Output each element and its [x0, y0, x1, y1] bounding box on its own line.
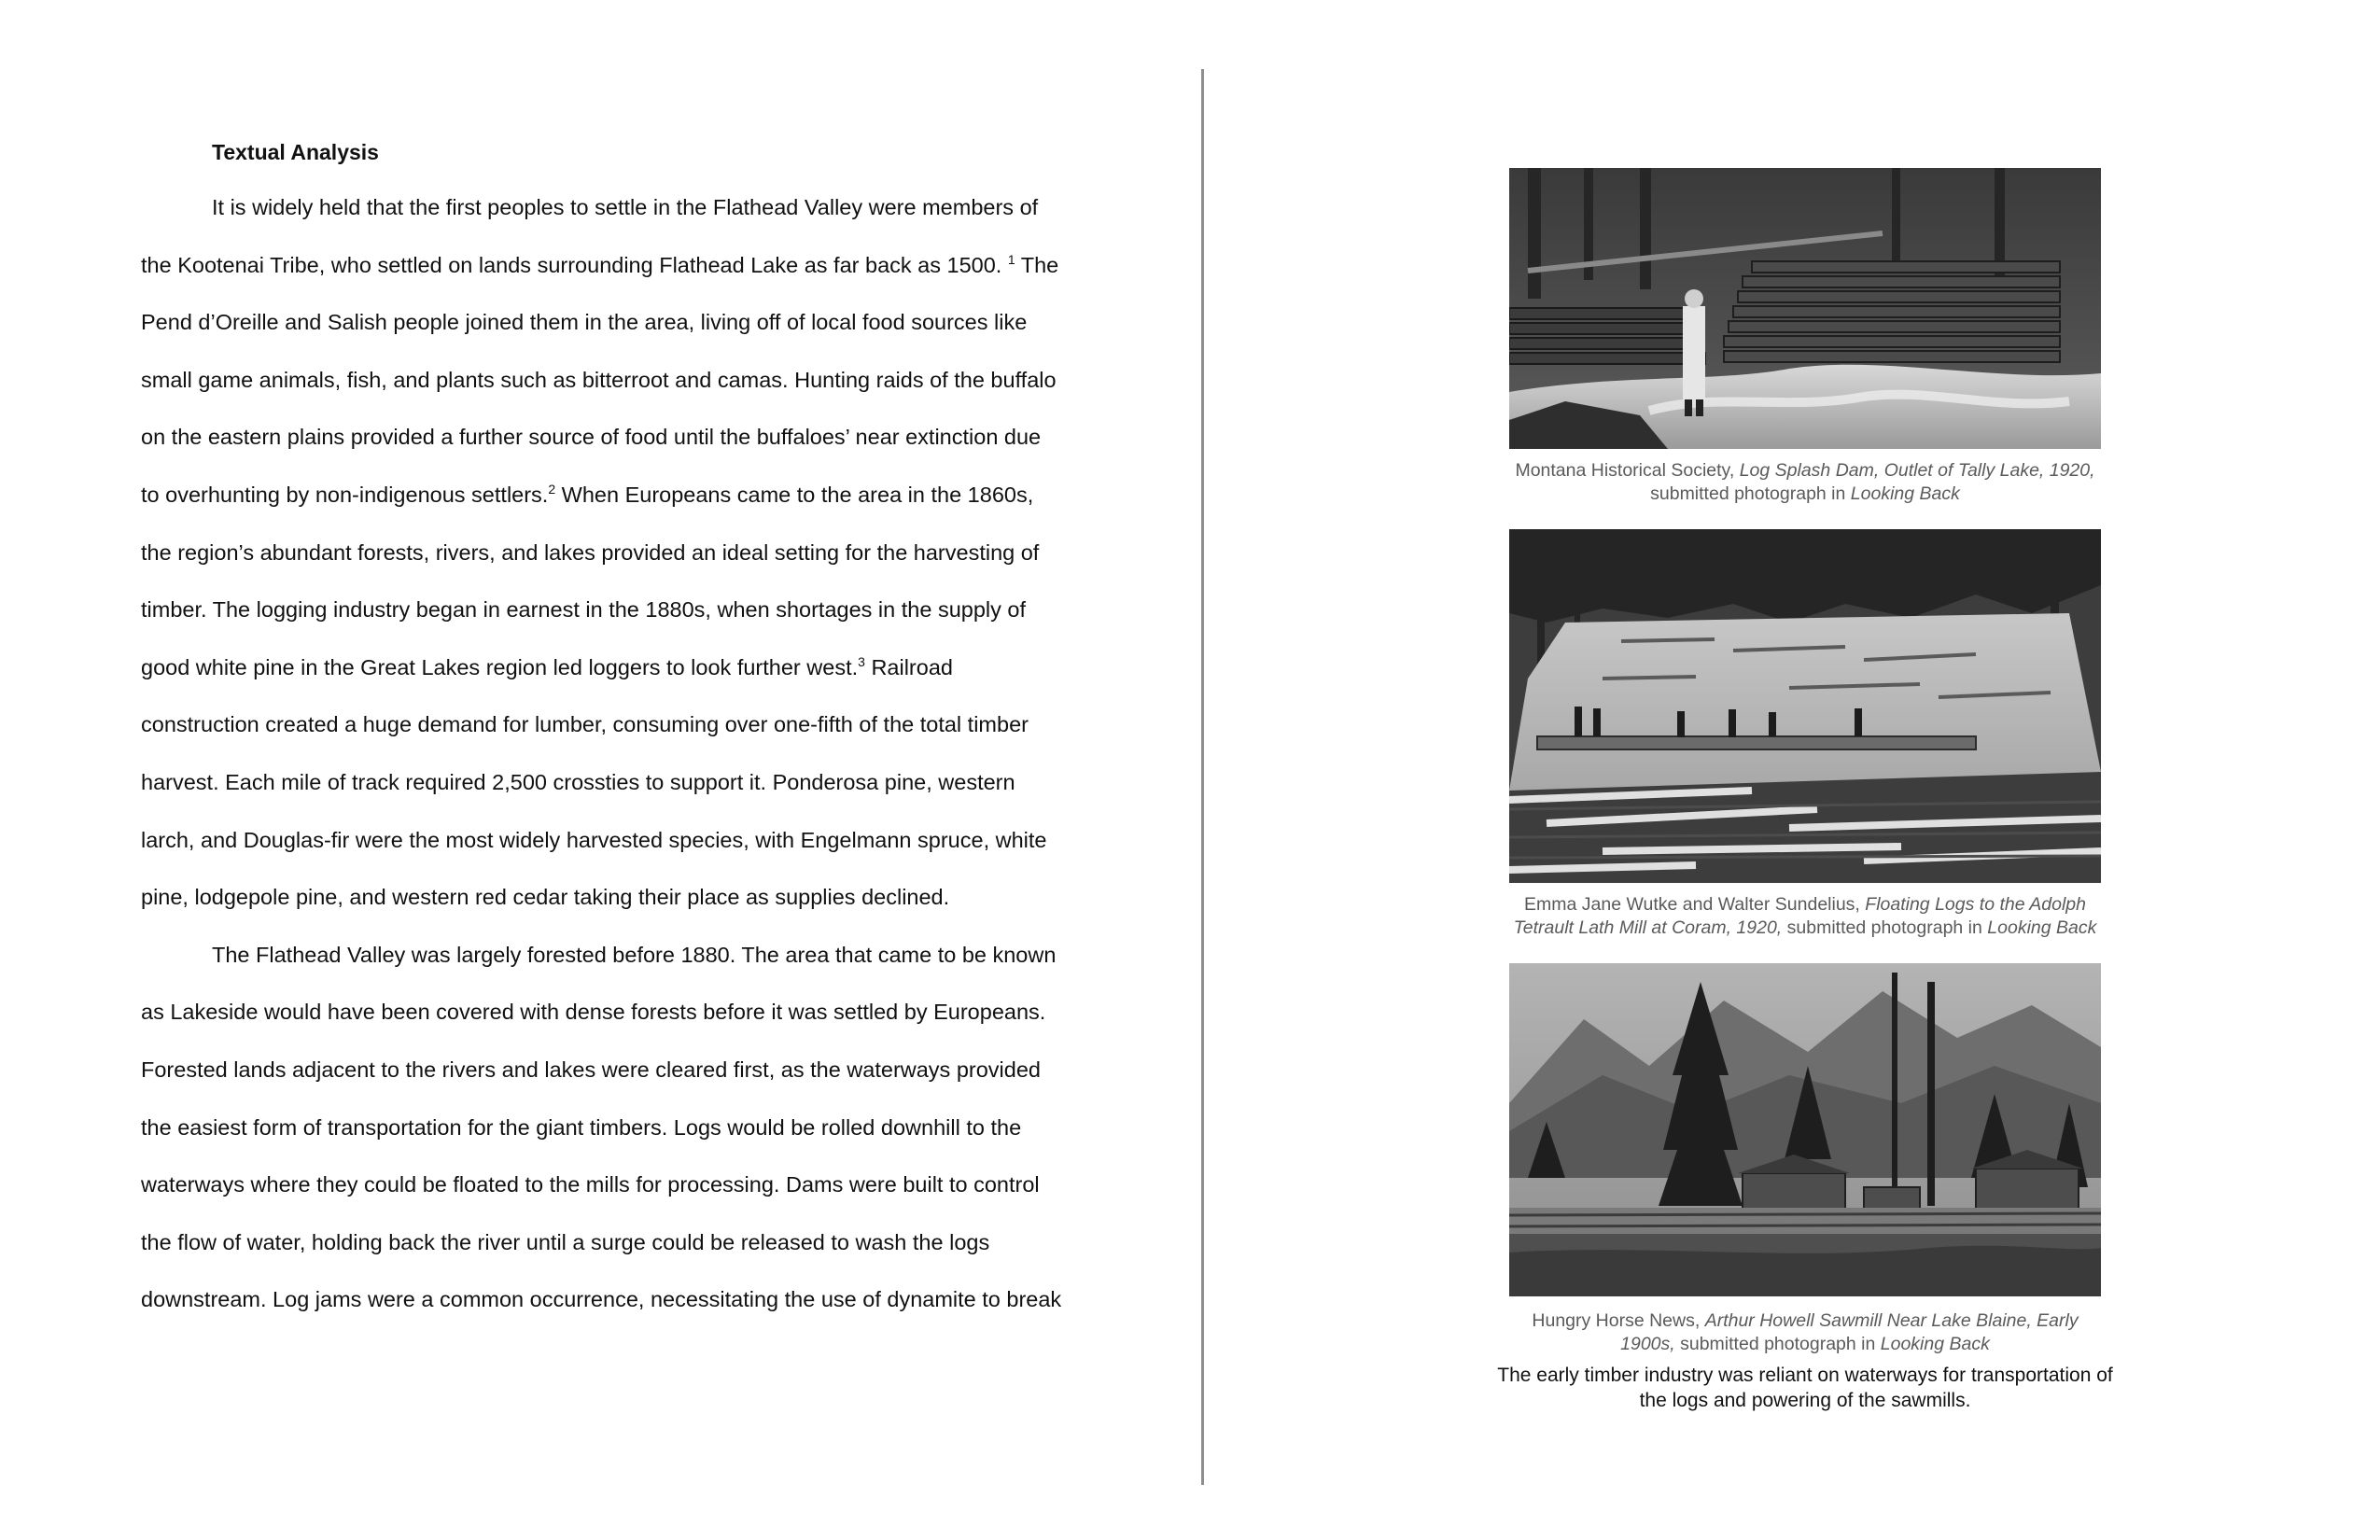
body-text-run: construction created a huge demand for lumber, consuming over one-fifth of the total timber: [141, 712, 1029, 737]
footnote-marker: 1: [1007, 251, 1015, 267]
body-text-run: small game animals, fish, and plants such as bitterroot and camas. Hunting raids of the buffalo: [141, 367, 1057, 392]
body-line: [141, 710, 1029, 738]
body-text-run: Forested lands adjacent to the rivers and lakes were cleared first, as the waterways provided: [141, 1057, 1041, 1082]
caption-text: Montana Historical Society,: [1515, 460, 1740, 481]
caption-text: submitted photograph in: [1782, 917, 1988, 938]
caption-title: 1900s,: [1620, 1334, 1675, 1354]
body-line: [141, 539, 1039, 567]
photo-log-splash-dam: [1509, 168, 2101, 449]
body-line: [141, 653, 953, 681]
body-line: [141, 308, 1027, 336]
caption-line: [1493, 459, 2117, 483]
photo-sawmill: [1509, 963, 2101, 1296]
figure-summary: The early timber industry was reliant on waterways for transportation of the logs and powering of the sawmills.: [1497, 1365, 2113, 1411]
body-text-run: good white pine in the Great Lakes region led loggers to look further west.: [141, 654, 859, 679]
caption-line: [1493, 483, 2117, 506]
caption-text: Hungry Horse News,: [1532, 1310, 1705, 1331]
body-text-run: the easiest form of transportation for the giant timbers. Logs would be rolled downhill to the: [141, 1114, 1022, 1140]
caption-title: Looking Back: [1850, 483, 1960, 504]
body-text-run: Pend d’Oreille and Salish people joined them in the area, living off of local food sources like: [141, 310, 1028, 335]
section-heading: Textual Analysis: [212, 140, 379, 164]
body-text-run: When Europeans came to the area in the 1860s,: [555, 483, 1034, 507]
body-text-run: Railroad: [864, 654, 953, 679]
caption-text: submitted photograph in: [1674, 1334, 1881, 1354]
body-line: [141, 1228, 989, 1256]
body-text-run: to overhunting by non-indigenous settlers.: [141, 483, 549, 507]
body-line: [212, 193, 1038, 221]
body-line: [141, 423, 1041, 451]
body-line: [141, 883, 949, 911]
caption-title: Arthur Howell Sawmill Near Lake Blaine, Early: [1704, 1310, 2079, 1331]
caption-line: [1493, 893, 2117, 917]
body-text-run: The: [1015, 252, 1059, 277]
body-text-run: larch, and Douglas-fir were the most widely harvested species, with Engelmann spruce, white: [141, 827, 1047, 852]
body-line: [141, 1285, 1061, 1313]
caption-line: [1493, 1333, 2117, 1356]
caption-line: [1493, 917, 2117, 940]
footnote-marker: 2: [548, 482, 556, 497]
body-line: [141, 595, 1026, 623]
caption-log-splash-dam: [1493, 459, 2117, 506]
body-text-run: It is widely held that the first peoples to settle in the Flathead Valley were members of: [212, 195, 1039, 219]
body-text-run: downstream. Log jams were a common occurrence, necessitating the use of dynamite to break: [141, 1287, 1062, 1312]
body-line: [141, 826, 1047, 854]
body-text-run: on the eastern plains provided a further source of food until the buffaloes’ near extinction due: [141, 425, 1042, 450]
body-line: [141, 1113, 1021, 1141]
footnote-marker: 3: [858, 653, 865, 669]
body-text-run: harvest. Each mile of track required 2,500 crossties to support it. Ponderosa pine, western: [141, 770, 1015, 794]
caption-title: Log Splash Dam, Outlet of Tally Lake, 1920,: [1739, 460, 2095, 481]
caption-text: Emma Jane Wutke and Walter Sundelius,: [1524, 894, 1866, 915]
caption-title: Looking Back: [1880, 1334, 1990, 1354]
body-line: [141, 481, 1033, 509]
photo-floating-logs: [1509, 529, 2101, 883]
body-line: [141, 1056, 1041, 1084]
body-line: [141, 366, 1057, 394]
body-line: [141, 251, 1058, 279]
caption-title: Tetrault Lath Mill at Coram, 1920,: [1513, 917, 1783, 938]
caption-line: [1493, 1309, 2117, 1333]
body-text-run: waterways where they could be floated to the mills for processing. Dams were built to control: [141, 1172, 1040, 1197]
body-text-run: pine, lodgepole pine, and western red cedar taking their place as supplies declined.: [141, 885, 950, 910]
body-text-run: the region’s abundant forests, rivers, and lakes provided an ideal setting for the harvesting of: [141, 539, 1040, 565]
caption-floating-logs: [1493, 893, 2117, 940]
caption-text: submitted photograph in: [1650, 483, 1851, 504]
body-line: [212, 941, 1056, 969]
body-text-run: the flow of water, holding back the river until a surge could be released to wash the logs: [141, 1229, 990, 1254]
body-line: [141, 998, 1045, 1026]
body-line: [141, 768, 1015, 796]
body-text-run: as Lakeside would have been covered with dense forests before it was settled by Europeans.: [141, 1000, 1046, 1025]
body-line: [141, 1170, 1040, 1198]
body-text-run: The Flathead Valley was largely forested before 1880. The area that came to be known: [212, 942, 1057, 967]
body-text-run: the Kootenai Tribe, who settled on lands surrounding Flathead Lake as far back as 1500.: [141, 252, 1008, 277]
caption-sawmill: [1493, 1309, 2117, 1356]
body-text-run: timber. The logging industry began in earnest in the 1880s, when shortages in the supply of: [141, 597, 1027, 623]
caption-title: Floating Logs to the Adolph: [1865, 894, 2086, 915]
caption-title: Looking Back: [1987, 917, 2097, 938]
